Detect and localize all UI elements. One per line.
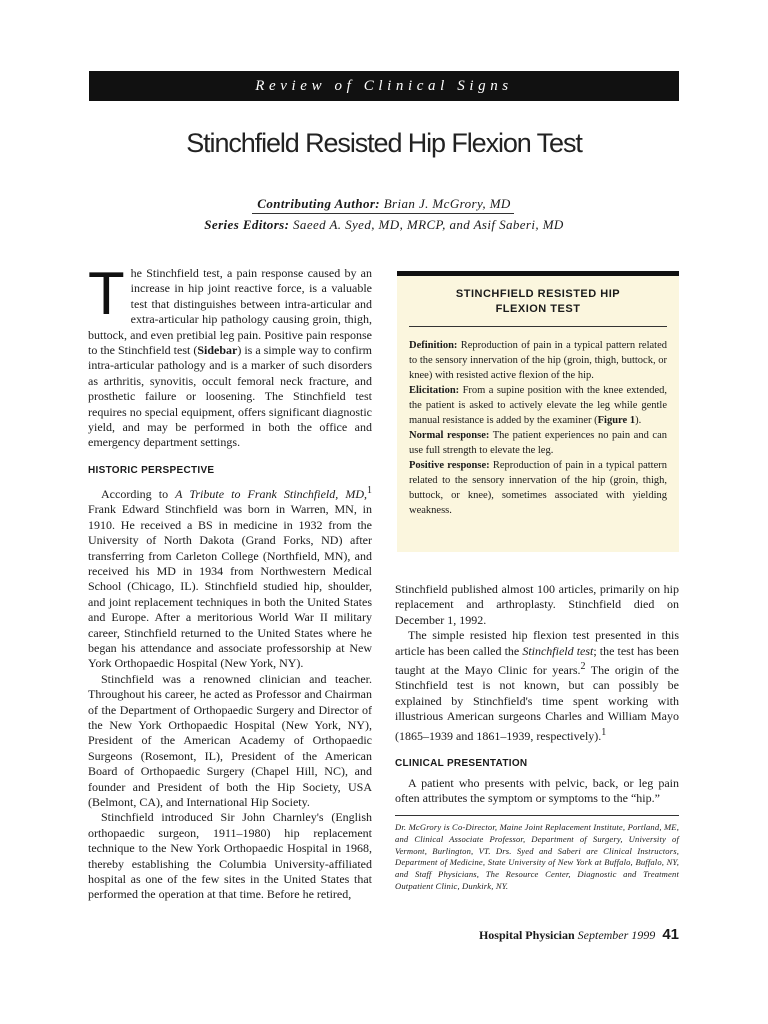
editors-label: Series Editors: bbox=[204, 217, 290, 232]
left-column bbox=[88, 260, 373, 903]
clinical-heading: CLINICAL PRESENTATION bbox=[395, 758, 528, 770]
positive-response-label: Positive response: bbox=[409, 460, 490, 471]
definition-label: Definition: bbox=[409, 340, 458, 351]
intro-text-after: ) is a simple way to confirm intra-articular pathology and is a marker of such disorders as arthritis, synovitis, occult femoral neck fracture, and prosthetic failure or loosening. The Stinchfield test requires no special equipment, offers significant diagnostic yield, and may be performed in both the office and emergency department settings. bbox=[88, 343, 372, 450]
journal-name: Hospital Physician bbox=[478, 928, 575, 942]
sidebar-body bbox=[409, 338, 667, 518]
sidebar-divider bbox=[409, 326, 667, 327]
normal-response-text: The patient experiences no pain and can use full strength to elevate the leg. bbox=[409, 430, 667, 456]
contributing-author bbox=[0, 193, 768, 214]
test-name: Stinchfield test bbox=[522, 643, 594, 658]
right-p2-rest: The origin of the Stinchfield test is not known, but can possibly be explained by Stinchfield's time spent working with illustrious American surgeons Charles and William Mayo (1865–1939 and 1861–1939, respectively). bbox=[395, 663, 680, 743]
book-title: A Tribute to Frank Stinchfield, MD, bbox=[175, 486, 368, 501]
sidebar-positive-response bbox=[409, 458, 667, 518]
page-number: 41 bbox=[662, 926, 679, 943]
historic-p1-rest: Frank Edward Stinchfield was born in Warren, MN, in 1910. He received a BS in medicine in 1932 from the University of North Dakota (Grand Forks, ND) after transferring from Carleton College (Northfield, MN), and received his MD in 1934 from Northwestern Medical School (Chicago, IL). Stinchfield studied hip, shoulder, and joint replacement techniques in both the United States and Europe. After a meritorious World War II military career, Stinchfield returned to the United States where he began his attendance and associate professorship at New York Orthopaedic Hospital (New York, NY). bbox=[88, 502, 372, 671]
article-title: Stinchfield Resisted Hip Flexion Test bbox=[186, 128, 582, 158]
right-column bbox=[395, 582, 679, 807]
contributing-label: Contributing Author: bbox=[257, 196, 381, 211]
historic-heading: HISTORIC PERSPECTIVE bbox=[88, 464, 215, 476]
contributing-name: Brian J. McGrory, MD bbox=[383, 196, 511, 211]
elicitation-label: Elicitation: bbox=[409, 385, 460, 396]
sidebar-normal-response bbox=[409, 428, 667, 458]
right-p2-start: The simple resisted hip flexion test presented in this article has been called the bbox=[395, 628, 679, 658]
sidebar-title bbox=[409, 287, 667, 317]
sidebar-box bbox=[397, 271, 679, 552]
sidebar-title-line-1: STINCHFIELD RESISTED HIP bbox=[455, 288, 621, 300]
intro-paragraph bbox=[88, 260, 372, 451]
author-affiliations: Dr. McGrory is Co-Director, Maine Joint Replacement Institute, Portland, ME, and Clinical Associate Professor, Department of Surgery, University of Vermont, Burlington, VT. Drs. Syed and Saberi are Clinical Instructors, Department of Medicine, State University of New York at Buffalo, Buffalo, NY, and Staff Physicians, The Resource Center, Diagnostic and Treatment Outpatient Clinic, Dunkirk, NY. bbox=[395, 822, 679, 891]
footnote-divider bbox=[395, 815, 679, 816]
page-footer bbox=[400, 926, 679, 943]
intro-text-before: he Stinchfield test, a pain response caused by an increase in hip joint reactive force, is a valuable test that distinguishes between intra-articular and extra-articular hip pathology causing groin, thigh, buttock, and even pretibial leg pain. Positive pain response to the Stinchfield test ( bbox=[88, 266, 372, 358]
historic-paragraph-2: Stinchfield was a renowned clinician and teacher. Throughout his career, he acted as Professor and Chairman of the Department of Orthopaedic Surgery and Director of the New York Orthopaedic Hospital (New York, NY), President of the American Academy of Orthopaedic Surgeons (Rosemont, IL), President of the American Board of Orthopaedic Surgery (Chapel Hill, NC), and founder and President of both the Hip Society, USA (Belmont, CA), and International Hip Society. bbox=[88, 671, 372, 809]
historic-paragraph-3: Stinchfield introduced Sir John Charnley's (English orthopaedic surgeon, 1911–1980) hip replacement technique to the New York Orthopaedic Hospital in 1968, thereby establishing the Columbia University-affiliated hospital as one of the few sites in the United States that performed the operation at that time. Before he retired, bbox=[88, 810, 372, 902]
citation-2: 2 bbox=[580, 661, 586, 673]
right-p2-mid: ; the test has been taught at the Mayo Clinic for years. bbox=[395, 643, 679, 678]
elicitation-end: ). bbox=[635, 415, 642, 426]
citation-1b: 1 bbox=[601, 726, 607, 738]
section-banner: Review of Clinical Signs bbox=[89, 71, 679, 101]
sidebar-elicitation bbox=[409, 383, 667, 428]
series-editors bbox=[0, 214, 768, 235]
issue-date: September 1999 bbox=[577, 928, 656, 942]
sidebar-reference: Sidebar bbox=[197, 343, 238, 358]
definition-text: Reproduction of pain in a typical pattern related to the sensory innervation of the hip (groin, thigh, buttock, or knee) with resisted active flexion of the hip. bbox=[409, 340, 667, 381]
right-paragraph-2 bbox=[395, 628, 679, 744]
positive-response-text: Reproduction of pain in a typical pattern related to the sensory innervation of the hip (groin, thigh, buttock, or knee), sometimes associated with yielding weakness. bbox=[409, 460, 667, 516]
drop-cap: T bbox=[88, 260, 125, 327]
citation-1: 1 bbox=[367, 484, 373, 496]
elicitation-text: From a supine position with the knee extended, the patient is asked to actively elevate the leg while gentle manual resistance is added by the examiner ( bbox=[409, 385, 667, 426]
normal-response-label: Normal response: bbox=[409, 430, 490, 441]
right-paragraph-1: Stinchfield published almost 100 articles, primarily on hip replacement and arthroplasty. Stinchfield died on December 1, 1992. bbox=[395, 582, 679, 627]
figure-reference: Figure 1 bbox=[597, 415, 636, 426]
historic-paragraph-1 bbox=[88, 483, 372, 672]
sidebar-title-line-2: FLEXION TEST bbox=[495, 303, 581, 315]
clinical-paragraph: A patient who presents with pelvic, back, or leg pain often attributes the symptom or symptoms to the “hip.” bbox=[395, 776, 679, 806]
editors-names: Saeed A. Syed, MD, MRCP, and Asif Saberi, MD bbox=[293, 217, 564, 232]
sidebar-definition bbox=[409, 338, 667, 383]
author-divider bbox=[252, 213, 514, 214]
author-block bbox=[0, 193, 768, 235]
historic-p1-start: According to bbox=[101, 486, 176, 501]
